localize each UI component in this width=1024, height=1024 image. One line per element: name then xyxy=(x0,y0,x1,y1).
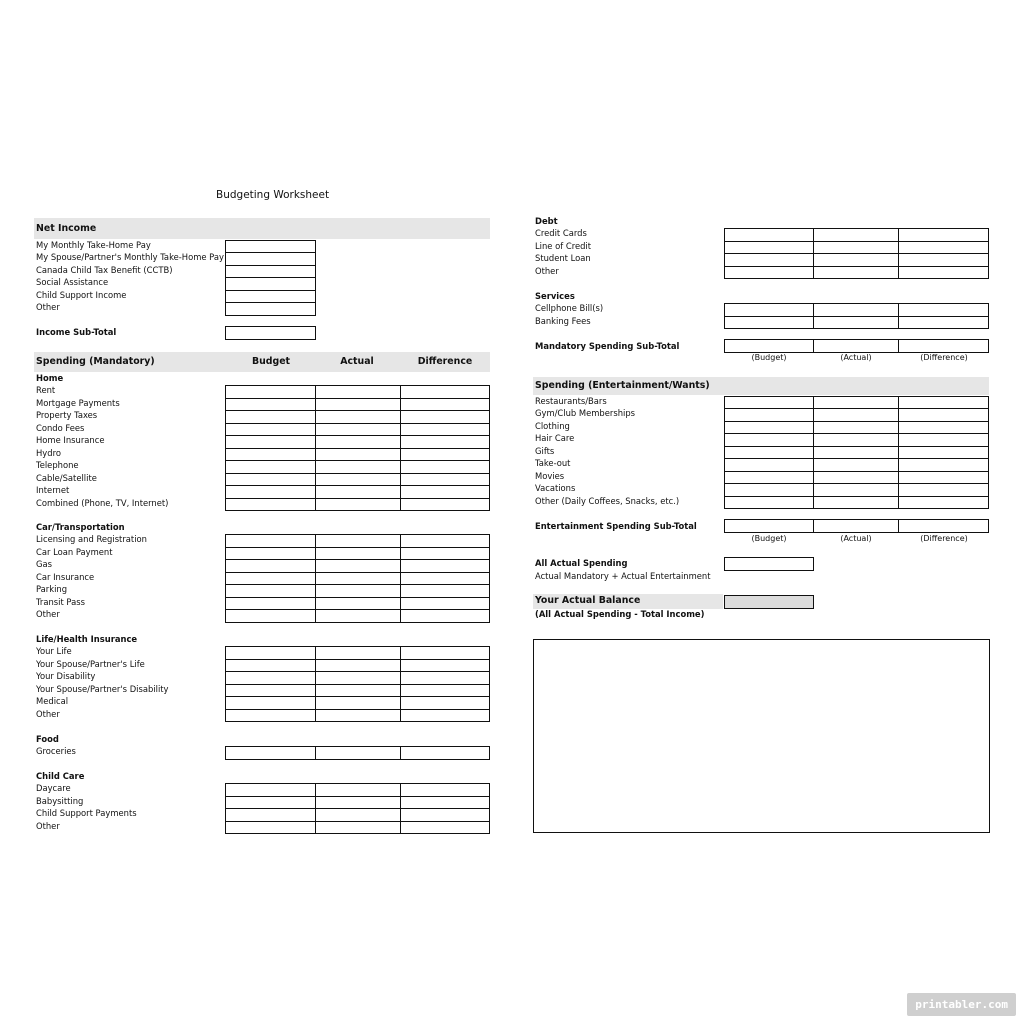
net-income-item: Social Assistance xyxy=(36,277,109,288)
notes-box[interactable] xyxy=(533,639,990,833)
expense-difference-cell[interactable] xyxy=(400,498,490,512)
expense-item: Parking xyxy=(36,584,68,595)
entertainment-item: Gifts xyxy=(535,445,555,456)
expense-item: Property Taxes xyxy=(36,410,98,421)
entertainment-item: Clothing xyxy=(535,420,570,431)
expense-item: Mortgage Payments xyxy=(36,397,120,408)
entertainment-subtotal-label: Entertainment Spending Sub-Total xyxy=(535,521,697,531)
expense-budget-cell[interactable] xyxy=(225,498,316,512)
expense-difference-cell[interactable] xyxy=(400,746,490,760)
column-header-actual: Actual xyxy=(340,356,374,367)
expense-item: Banking Fees xyxy=(535,315,591,326)
subtotal-column-caption: (Budget) xyxy=(751,353,787,362)
all-actual-label: All Actual Spending xyxy=(535,558,628,568)
net-income-input[interactable] xyxy=(225,302,316,316)
entertainment-item: Take-out xyxy=(535,458,571,469)
expense-budget-cell[interactable] xyxy=(724,266,814,280)
all-actual-input[interactable] xyxy=(724,557,814,571)
expense-actual-cell[interactable] xyxy=(315,746,401,760)
column-header-budget: Budget xyxy=(251,356,291,367)
expense-item: Your Spouse/Partner's Life xyxy=(36,658,145,669)
expense-item: Condo Fees xyxy=(36,422,85,433)
expense-budget-cell[interactable] xyxy=(225,821,316,835)
expense-actual-cell[interactable] xyxy=(315,498,401,512)
entertainment-subtotal-actual-cell[interactable] xyxy=(813,519,899,533)
expense-budget-cell[interactable] xyxy=(225,746,316,760)
expense-item: Cable/Satellite xyxy=(36,472,97,483)
expense-difference-cell[interactable] xyxy=(400,609,490,623)
balance-input[interactable] xyxy=(724,595,814,609)
balance-note: (All Actual Spending - Total Income) xyxy=(535,609,705,619)
subtotal-column-caption: (Difference) xyxy=(920,534,968,543)
expense-budget-cell[interactable] xyxy=(724,316,814,330)
entertainment-budget-cell[interactable] xyxy=(724,496,814,510)
entertainment-item: Other (Daily Coffees, Snacks, etc.) xyxy=(535,495,680,506)
subtotal-column-caption: (Actual) xyxy=(840,353,872,362)
entertainment-subtotal-difference-cell[interactable] xyxy=(898,519,989,533)
page-title: Budgeting Worksheet xyxy=(216,189,330,201)
expense-item: Rent xyxy=(36,385,56,396)
group-header: Life/Health Insurance xyxy=(36,634,138,644)
group-header: Debt xyxy=(535,216,558,226)
column-header-difference: Difference xyxy=(417,356,473,367)
mandatory-subtotal-difference-cell[interactable] xyxy=(898,339,989,353)
group-header: Services xyxy=(535,291,575,301)
entertainment-actual-cell[interactable] xyxy=(813,496,899,510)
subtotal-column-caption: (Difference) xyxy=(920,353,968,362)
watermark: printabler.com xyxy=(907,993,1016,1016)
expense-item: Medical xyxy=(36,696,69,707)
expense-item: Line of Credit xyxy=(535,240,592,251)
entertainment-item: Vacations xyxy=(535,483,576,494)
expense-item: Daycare xyxy=(36,783,71,794)
entertainment-difference-cell[interactable] xyxy=(898,496,989,510)
expense-item: Babysitting xyxy=(36,795,84,806)
expense-item: Car Loan Payment xyxy=(36,546,113,557)
expense-actual-cell[interactable] xyxy=(813,316,899,330)
expense-item: Your Spouse/Partner's Disability xyxy=(36,683,169,694)
expense-difference-cell[interactable] xyxy=(898,266,989,280)
expense-item: Your Life xyxy=(36,646,72,657)
entertainment-subtotal-budget-cell[interactable] xyxy=(724,519,814,533)
expense-item: Gas xyxy=(36,559,52,570)
expense-item: Licensing and Registration xyxy=(36,534,147,545)
expense-actual-cell[interactable] xyxy=(315,821,401,835)
expense-item: Child Support Payments xyxy=(36,808,137,819)
group-header: Child Care xyxy=(36,771,85,781)
income-subtotal-input[interactable] xyxy=(225,326,316,340)
net-income-header: Net Income xyxy=(36,223,97,234)
expense-difference-cell[interactable] xyxy=(400,709,490,723)
expense-actual-cell[interactable] xyxy=(315,609,401,623)
expense-item: Other xyxy=(535,265,559,276)
income-subtotal-label: Income Sub-Total xyxy=(36,327,117,337)
entertainment-item: Gym/Club Memberships xyxy=(535,408,636,419)
group-header: Home xyxy=(36,373,64,383)
mandatory-header: Spending (Mandatory) xyxy=(36,356,155,367)
balance-label: Your Actual Balance xyxy=(535,595,641,606)
expense-item: Telephone xyxy=(36,460,79,471)
expense-item: Other xyxy=(36,820,60,831)
subtotal-column-caption: (Budget) xyxy=(751,534,787,543)
expense-item: Credit Cards xyxy=(535,228,587,239)
entertainment-item: Restaurants/Bars xyxy=(535,396,607,406)
all-actual-note: Actual Mandatory + Actual Entertainment xyxy=(535,571,711,581)
expense-item: Combined (Phone, TV, Internet) xyxy=(36,497,169,508)
group-header: Food xyxy=(36,734,59,744)
expense-actual-cell[interactable] xyxy=(315,709,401,723)
expense-item: Your Disability xyxy=(36,671,96,682)
entertainment-item: Movies xyxy=(535,470,565,481)
expense-item: Cellphone Bill(s) xyxy=(535,303,604,314)
expense-difference-cell[interactable] xyxy=(400,821,490,835)
expense-item: Hydro xyxy=(36,447,61,458)
expense-budget-cell[interactable] xyxy=(225,709,316,723)
entertainment-item: Hair Care xyxy=(535,433,575,444)
net-income-item: My Monthly Take-Home Pay xyxy=(36,240,151,250)
mandatory-subtotal-actual-cell[interactable] xyxy=(813,339,899,353)
net-income-band xyxy=(34,218,490,239)
group-header: Car/Transportation xyxy=(36,522,125,532)
expense-item: Transit Pass xyxy=(36,596,85,607)
entertainment-header: Spending (Entertainment/Wants) xyxy=(535,380,710,391)
expense-difference-cell[interactable] xyxy=(898,316,989,330)
expense-item: Internet xyxy=(36,485,70,496)
expense-item: Student Loan xyxy=(535,253,591,264)
expense-item: Car Insurance xyxy=(36,571,95,582)
expense-item: Other xyxy=(36,708,60,719)
net-income-item: Canada Child Tax Benefit (CCTB) xyxy=(36,264,173,275)
expense-item: Other xyxy=(36,609,60,620)
expense-actual-cell[interactable] xyxy=(813,266,899,280)
mandatory-subtotal-label: Mandatory Spending Sub-Total xyxy=(535,341,680,351)
expense-item: Groceries xyxy=(36,746,76,757)
net-income-item: Child Support Income xyxy=(36,289,127,300)
mandatory-subtotal-budget-cell[interactable] xyxy=(724,339,814,353)
net-income-item: My Spouse/Partner's Monthly Take-Home Pay xyxy=(36,252,224,263)
expense-budget-cell[interactable] xyxy=(225,609,316,623)
net-income-item: Other xyxy=(36,302,60,313)
expense-item: Home Insurance xyxy=(36,435,105,446)
subtotal-column-caption: (Actual) xyxy=(840,534,872,543)
